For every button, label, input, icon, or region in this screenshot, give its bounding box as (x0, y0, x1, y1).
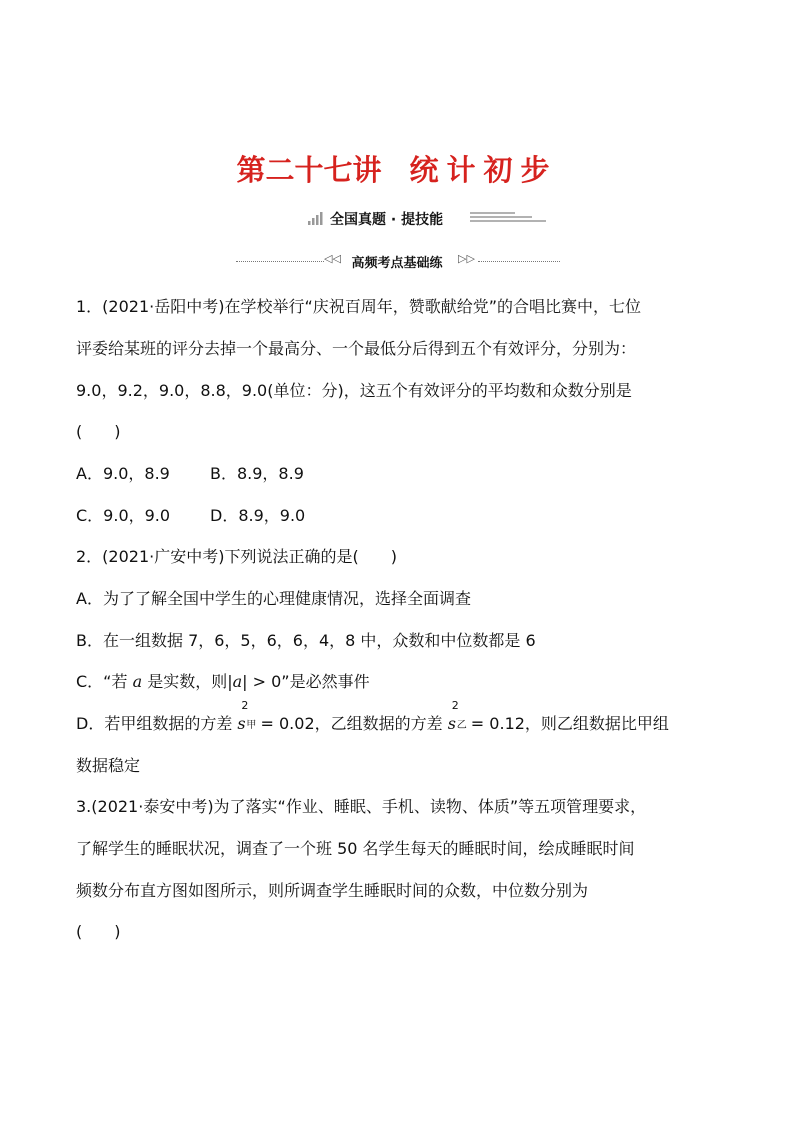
s-superscript: 2 (241, 699, 249, 712)
q1-line-2: 评委给某班的评分去掉一个最高分、一个最低分后得到五个有效评分，分别为： (76, 339, 637, 358)
s-subscript: 甲 (246, 720, 257, 731)
q2-option-d-middle: = 0.02，乙组数据的方差 (255, 714, 448, 733)
q1-line-1: 1．(2021·岳阳中考)在学校举行“庆祝百周年，赞歌献给党”的合唱比赛中，七位 (76, 297, 642, 316)
q2-option-d-prefix: D．若甲组数据的方差 (76, 714, 238, 733)
subsection-header (0, 250, 794, 272)
q1-answer-blank: ( ) (76, 422, 121, 441)
q2-option-c-suffix: | > 0”是必然事件 (242, 672, 370, 691)
q3-line-2: 了解学生的睡眠状况，调查了一个班 50 名学生每天的睡眠时间，绘成睡眠时间 (76, 839, 635, 858)
q1-option-a: A．9.0，8.9 (76, 464, 170, 483)
page-title (0, 148, 794, 189)
q1-option-b: B．8.9，8.9 (210, 464, 304, 483)
q2-option-c (76, 669, 370, 692)
subsection-label: 高频考点基础练 (351, 256, 443, 271)
q2-option-b: B．在一组数据 7，6，5，6，6，4，8 中，众数和中位数都是 6 (76, 631, 536, 650)
q3-line-3: 频数分布直方图如图所示，则所调查学生睡眠时间的众数，中位数分别为 (76, 881, 589, 900)
q2-option-c-middle: 是实数，则| (142, 672, 233, 691)
q2-option-d-line-2: 数据稳定 (76, 756, 141, 775)
q2-option-d-suffix: = 0.12，则乙组数据比甲组 (465, 714, 669, 733)
q1-option-d: D．8.9，9.0 (210, 506, 306, 525)
decorative-lines (470, 212, 546, 224)
q1-line-3: 9.0，9.2，9.0，8.8，9.0(单位：分)，这五个有效评分的平均数和众数分别是 (76, 381, 632, 400)
q1-option-c: C．9.0，9.0 (76, 506, 171, 525)
variable-a: a (132, 672, 143, 691)
s-subscript: 乙 (456, 720, 467, 731)
s-symbol: s (237, 714, 246, 733)
s-symbol: s (447, 714, 456, 733)
triangle-right-icon: ▷▷ (458, 252, 475, 265)
signal-bars-icon (308, 211, 326, 225)
variable-a-abs: a (232, 672, 243, 691)
divider-right (478, 261, 560, 262)
q2-option-d (76, 699, 669, 734)
q3-answer-blank: ( ) (76, 922, 121, 941)
lecture-number: 第二十七讲 (236, 153, 382, 187)
banner-label: 全国真题 · 提技能 (330, 212, 444, 228)
section-banner (0, 208, 794, 230)
lecture-topic: 统计初步 (409, 153, 558, 187)
triangle-left-icon: ◁◁ (324, 252, 341, 265)
divider-left (236, 261, 324, 262)
q3-line-1: 3.(2021·泰安中考)为了落实“作业、睡眠、手机、读物、体质”等五项管理要求， (76, 797, 647, 816)
q2-stem: 2．(2021·广安中考)下列说法正确的是( ) (76, 547, 397, 566)
s-superscript: 2 (451, 699, 459, 712)
q2-option-a: A．为了了解全国中学生的心理健康情况，选择全面调查 (76, 589, 471, 608)
q2-option-c-prefix: C．“若 (76, 672, 133, 691)
variance-symbol-jia (237, 699, 257, 733)
variance-symbol-yi (447, 699, 467, 733)
